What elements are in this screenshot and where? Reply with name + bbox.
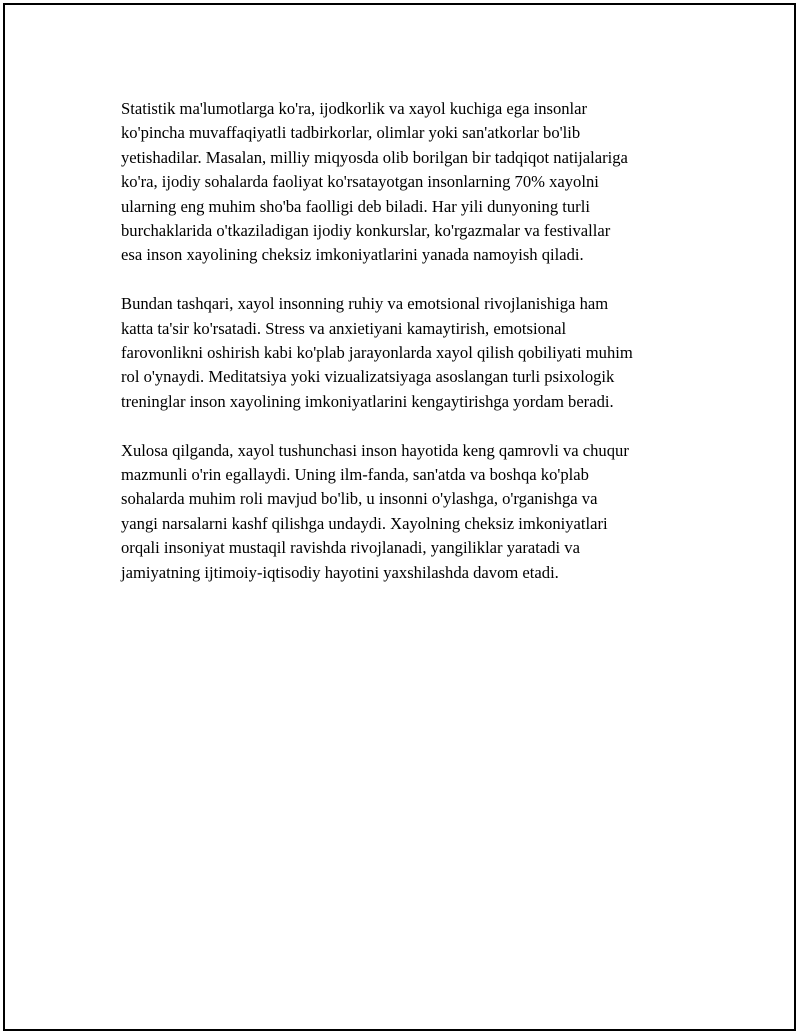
- text-line: mazmunli o'rin egallaydi. Uning ilm-fanda, san'atda va boshqa ko'plab: [121, 465, 589, 485]
- page-frame: [3, 3, 796, 1031]
- text-line: jamiyatning ijtimoiy-iqtisodiy hayotini yaxshilashda davom etadi.: [121, 562, 559, 582]
- text-line: orqali insoniyat mustaqil ravishda rivojlanadi, yangiliklar yaratadi va: [121, 538, 580, 558]
- text-line: yetishadilar. Masalan, milliy miqyosda olib borilgan bir tadqiqot natijalariga: [121, 147, 628, 167]
- text-line: treninglar inson xayolining imkoniyatlarini kengaytirishga yordam beradi.: [121, 391, 614, 411]
- paragraph-1: [121, 97, 701, 268]
- text-line: Xulosa qilganda, xayol tushunchasi inson hayotida keng qamrovli va chuqur: [121, 440, 629, 460]
- text-line: katta ta'sir ko'rsatadi. Stress va anxietiyani kamaytirish, emotsional: [121, 318, 567, 338]
- text-line: esa inson xayolining cheksiz imkoniyatlarini yanada namoyish qiladi.: [121, 245, 584, 265]
- text-line: ularning eng muhim sho'ba faolligi deb biladi. Har yili dunyoning turli: [121, 196, 590, 216]
- paragraph-2: [121, 292, 701, 414]
- text-line: Bundan tashqari, xayol insonning ruhiy va emotsional rivojlanishiga ham: [121, 294, 609, 314]
- paragraph-3: [121, 439, 701, 585]
- text-line: sohalarda muhim roli mavjud bo'lib, u insonni o'ylashga, o'rganishga va: [121, 489, 598, 509]
- text-line: farovonlikni oshirish kabi ko'plab jarayonlarda xayol qilish qobiliyati muhim: [121, 343, 633, 363]
- text-line: ko'ra, ijodiy sohalarda faoliyat ko'rsatayotgan insonlarning 70% xayolni: [121, 172, 599, 192]
- document-body: [121, 97, 701, 609]
- text-line: ko'pincha muvaffaqiyatli tadbirkorlar, olimlar yoki san'atkorlar bo'lib: [121, 123, 581, 143]
- text-line: rol o'ynaydi. Meditatsiya yoki vizualizatsiyaga asoslangan turli psixologik: [121, 367, 615, 387]
- text-line: Statistik ma'lumotlarga ko'ra, ijodkorlik va xayol kuchiga ega insonlar: [121, 99, 588, 118]
- text-line: burchaklarida o'tkaziladigan ijodiy konkurslar, ko'rgazmalar va festivallar: [121, 221, 611, 241]
- text-line: yangi narsalarni kashf qilishga undaydi. Xayolning cheksiz imkoniyatlari: [121, 513, 608, 533]
